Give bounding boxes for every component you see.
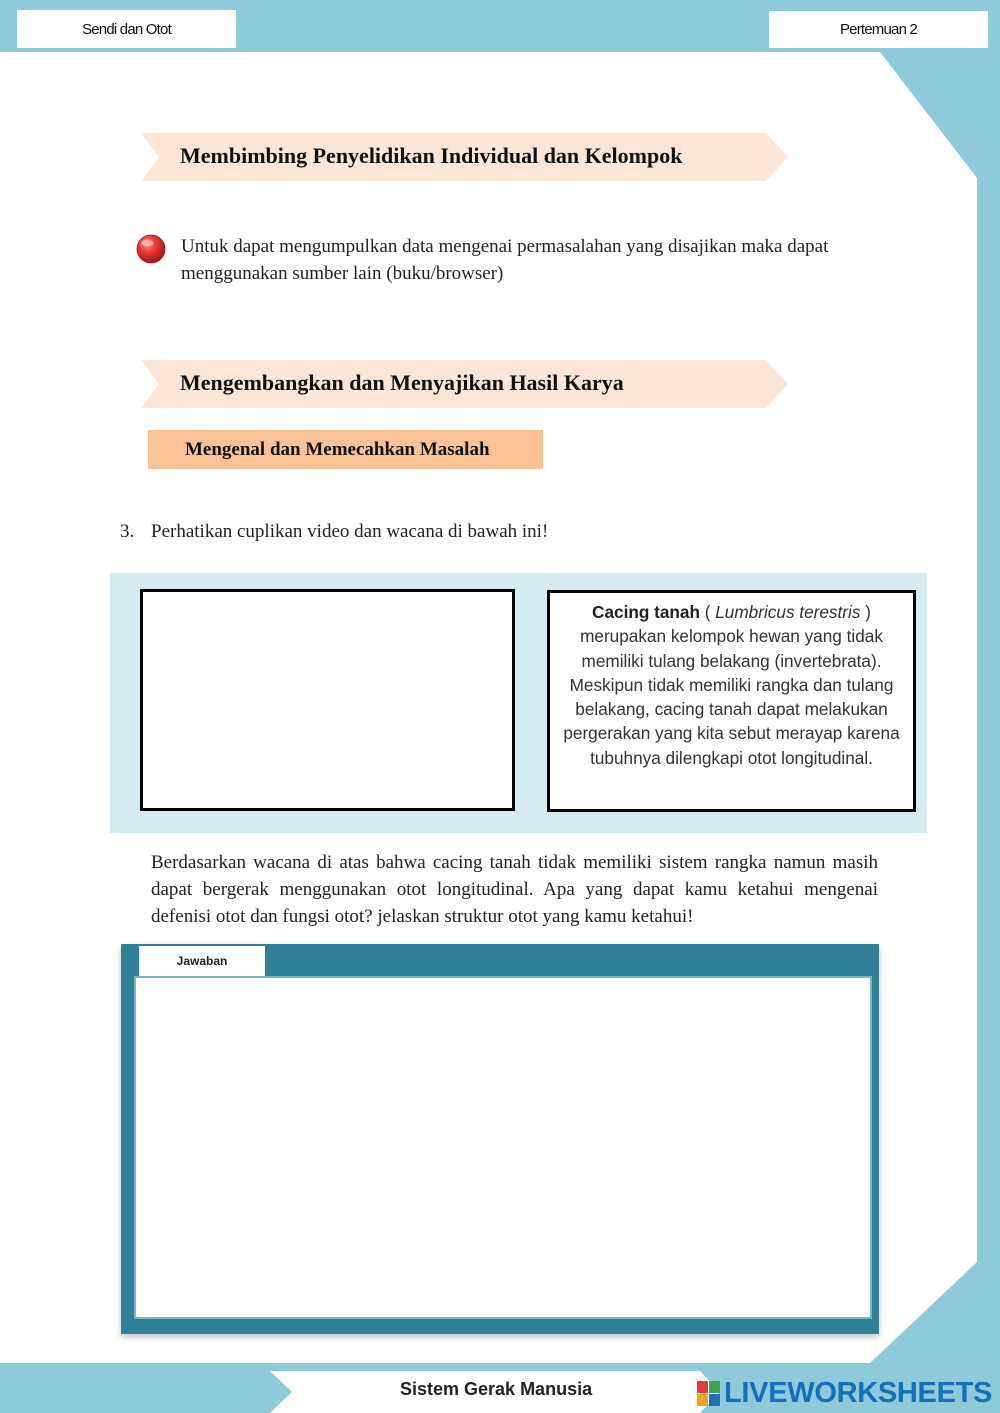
liveworksheets-brand: LIVEWORKSHEETS: [724, 1377, 993, 1409]
instruction-text: Untuk dapat mengumpulkan data mengenai permasalahan yang disajikan maka dapat menggunakan sumber lain (buku/browser): [181, 236, 829, 284]
header-left-label: Sendi dan Otot: [17, 10, 236, 48]
question-number: 3.: [120, 521, 135, 542]
question-prompt: Berdasarkan wacana di atas bahwa cacing tanah tidak memiliki sistem rangka namun masih dapat bergerak menggunakan otot longitudinal. Apa yang dapat kamu ketahui mengenai defenisi otot dan fungsi otot? jelaskan struktur otot yang kamu ketahui!: [151, 852, 878, 927]
section-title-2: Mengembangkan dan Menyajikan Hasil Karya: [180, 370, 624, 395]
case-paren-close: ): [860, 602, 871, 622]
section-banner-1: [141, 133, 788, 181]
liveworksheets-logo[interactable]: [697, 1377, 992, 1410]
answer-input[interactable]: [134, 976, 872, 1319]
question-text: Perhatikan cuplikan video dan wacana di bawah ini!: [151, 521, 549, 542]
red-bullet-icon: [135, 233, 167, 265]
liveworksheets-icon: [697, 1381, 721, 1407]
section-banner-2: [141, 360, 788, 408]
footer-title: Sistem Gerak Manusia: [400, 1379, 593, 1399]
case-paren-open: (: [699, 602, 716, 622]
case-text-box: [547, 590, 916, 812]
sub-section-label: Mengenal dan Memecahkan Masalah: [148, 430, 543, 469]
case-scientific-name: Lumbricus terestris: [715, 602, 861, 622]
case-body: merupakan kelompok hewan yang tidak memiliki tulang belakang (invertebrata). Meskipun tidak memiliki rangka dan tulang belakang, cacing tanah dapat melakukan pergerakan yang kita sebut merayap karena tubuhnya dilengkapi otot longitudinal.: [563, 626, 900, 768]
section-title-1: Membimbing Penyelidikan Individual dan Kelompok: [180, 143, 683, 168]
answer-tab-label: Jawaban: [139, 946, 265, 976]
case-title: Cacing tanah: [592, 602, 700, 622]
video-placeholder[interactable]: [140, 589, 515, 811]
header-right-label: Pertemuan 2: [769, 11, 988, 48]
